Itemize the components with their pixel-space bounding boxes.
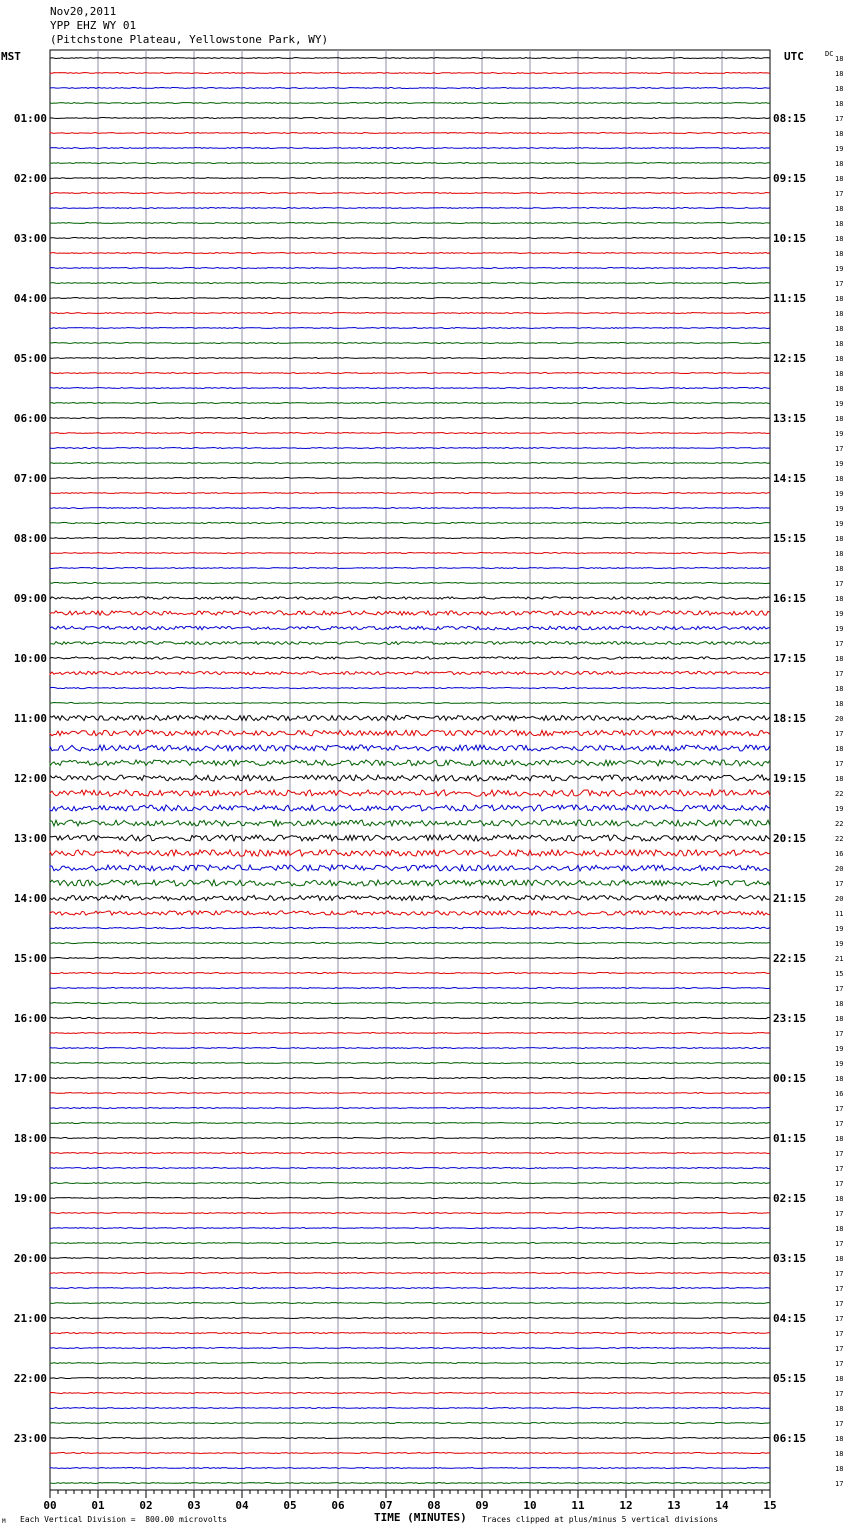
trace-line bbox=[50, 1123, 770, 1124]
dc-value: 17 bbox=[835, 445, 844, 453]
trace-line bbox=[50, 313, 770, 314]
trace-line bbox=[50, 790, 770, 796]
dc-value: 19 bbox=[835, 505, 844, 513]
x-tick-label: 06 bbox=[331, 1499, 345, 1512]
trace-line bbox=[50, 626, 770, 630]
dc-value: 17 bbox=[835, 760, 844, 768]
dc-value: 18 bbox=[835, 1255, 844, 1263]
mst-hour-label: 12:00 bbox=[13, 772, 47, 785]
trace-line bbox=[50, 208, 770, 209]
dc-value: 22 bbox=[835, 835, 844, 843]
utc-hour-label: 14:15 bbox=[773, 472, 807, 485]
dc-value: 22 bbox=[835, 790, 844, 798]
x-tick-label: 03 bbox=[187, 1499, 201, 1512]
trace-line bbox=[50, 1408, 770, 1409]
dc-value: 19 bbox=[835, 805, 844, 813]
date-label: Nov20,2011 bbox=[50, 5, 117, 18]
dc-value: 19 bbox=[835, 925, 844, 933]
utc-hour-label: 06:15 bbox=[773, 1432, 807, 1445]
dc-value: 17 bbox=[835, 985, 844, 993]
utc-hour-label: 00:15 bbox=[773, 1072, 807, 1085]
x-axis-title: TIME (MINUTES) bbox=[374, 1511, 467, 1524]
trace-line bbox=[50, 880, 770, 886]
trace-line bbox=[50, 1183, 770, 1184]
dc-value: 18 bbox=[835, 1075, 844, 1083]
dc-value: 18 bbox=[835, 550, 844, 558]
dc-value: 19 bbox=[835, 1045, 844, 1053]
utc-hour-label: 22:15 bbox=[773, 952, 807, 965]
dc-value: 18 bbox=[835, 595, 844, 603]
trace-line bbox=[50, 328, 770, 329]
dc-value: 18 bbox=[835, 100, 844, 108]
trace-line bbox=[50, 1332, 770, 1333]
mst-hour-label: 03:00 bbox=[13, 232, 47, 245]
trace-line bbox=[50, 223, 770, 224]
dc-value: 18 bbox=[835, 685, 844, 693]
footer-mark: M bbox=[2, 1518, 6, 1525]
dc-value: 18 bbox=[835, 1450, 844, 1458]
trace-line bbox=[50, 865, 770, 871]
trace-line bbox=[50, 163, 770, 164]
trace-line bbox=[50, 418, 770, 419]
location-label: (Pitchstone Plateau, Yellowstone Park, WY) bbox=[50, 33, 329, 46]
dc-value: 18 bbox=[835, 295, 844, 303]
trace-line bbox=[50, 553, 770, 554]
trace-line bbox=[50, 972, 770, 973]
dc-value: 19 bbox=[835, 430, 844, 438]
trace-line bbox=[50, 568, 770, 569]
trace-line bbox=[50, 103, 770, 104]
trace-line bbox=[50, 388, 770, 389]
trace-line bbox=[50, 1198, 770, 1199]
x-tick-label: 13 bbox=[667, 1499, 681, 1512]
dc-value: 20 bbox=[835, 865, 844, 873]
trace-line bbox=[50, 178, 770, 179]
trace-line bbox=[50, 958, 770, 959]
utc-hour-label: 04:15 bbox=[773, 1312, 807, 1325]
dc-value: 21 bbox=[835, 955, 844, 963]
trace-line bbox=[50, 58, 770, 59]
mst-hour-label: 02:00 bbox=[13, 172, 47, 185]
dc-value: 17 bbox=[835, 1105, 844, 1113]
dc-value: 17 bbox=[835, 1300, 844, 1308]
dc-value: 18 bbox=[835, 310, 844, 318]
mst-hour-label: 07:00 bbox=[13, 472, 47, 485]
trace-line bbox=[50, 1453, 770, 1454]
dc-value: 17 bbox=[835, 190, 844, 198]
trace-line bbox=[50, 1243, 770, 1244]
dc-value: 18 bbox=[835, 235, 844, 243]
trace-line bbox=[50, 88, 770, 89]
x-tick-label: 04 bbox=[235, 1499, 249, 1512]
dc-value: 17 bbox=[835, 115, 844, 123]
mst-hour-label: 14:00 bbox=[13, 892, 47, 905]
mst-hour-label: 21:00 bbox=[13, 1312, 47, 1325]
mst-hour-label: 18:00 bbox=[13, 1132, 47, 1145]
mst-hour-label: 01:00 bbox=[13, 112, 47, 125]
trace-line bbox=[50, 433, 770, 434]
utc-axis-label: UTC bbox=[784, 50, 804, 63]
trace-line bbox=[50, 403, 770, 404]
trace-line bbox=[50, 493, 770, 494]
trace-line bbox=[50, 1213, 770, 1214]
utc-hour-label: 11:15 bbox=[773, 292, 807, 305]
clip-note: Traces clipped at plus/minus 5 vertical divisions bbox=[482, 1515, 719, 1524]
trace-line bbox=[50, 850, 770, 856]
dc-value: 19 bbox=[835, 625, 844, 633]
utc-hour-label: 05:15 bbox=[773, 1372, 807, 1385]
dc-value: 17 bbox=[835, 1360, 844, 1368]
dc-value: 18 bbox=[835, 475, 844, 483]
dc-value: 19 bbox=[835, 610, 844, 618]
x-tick-label: 00 bbox=[43, 1499, 57, 1512]
mst-hour-label: 08:00 bbox=[13, 532, 47, 545]
utc-hour-label: 03:15 bbox=[773, 1252, 807, 1265]
trace-line bbox=[50, 895, 770, 900]
dc-value: 16 bbox=[835, 850, 844, 858]
x-tick-label: 08 bbox=[427, 1499, 441, 1512]
station-label: YPP EHZ WY 01 bbox=[50, 19, 137, 32]
utc-hour-label: 10:15 bbox=[773, 232, 807, 245]
dc-value: 17 bbox=[835, 880, 844, 888]
trace-line bbox=[50, 1077, 770, 1078]
trace-line bbox=[50, 1168, 770, 1169]
trace-line bbox=[50, 657, 770, 659]
dc-value: 18 bbox=[835, 745, 844, 753]
dc-value: 17 bbox=[835, 1315, 844, 1323]
trace-line bbox=[50, 1363, 770, 1364]
mst-hour-label: 13:00 bbox=[13, 832, 47, 845]
dc-value: 17 bbox=[835, 580, 844, 588]
utc-hour-label: 02:15 bbox=[773, 1192, 807, 1205]
utc-hour-label: 08:15 bbox=[773, 112, 807, 125]
dc-value: 18 bbox=[835, 1015, 844, 1023]
dc-value: 18 bbox=[835, 160, 844, 168]
dc-value: 18 bbox=[835, 1465, 844, 1473]
trace-line bbox=[50, 448, 770, 449]
x-tick-label: 14 bbox=[715, 1499, 729, 1512]
scale-note: Each Vertical Division = 800.00 microvolts bbox=[20, 1515, 228, 1524]
x-tick-label: 02 bbox=[139, 1499, 153, 1512]
dc-value: 18 bbox=[835, 1375, 844, 1383]
x-tick-label: 09 bbox=[475, 1499, 489, 1512]
trace-line bbox=[50, 1348, 770, 1349]
dc-value: 20 bbox=[835, 715, 844, 723]
dc-value: 17 bbox=[835, 1150, 844, 1158]
trace-line bbox=[50, 1033, 770, 1034]
dc-axis-label: DC bbox=[825, 50, 834, 58]
dc-value: 17 bbox=[835, 1480, 844, 1488]
dc-value: 18 bbox=[835, 1225, 844, 1233]
dc-value: 18 bbox=[835, 85, 844, 93]
trace-line bbox=[50, 1048, 770, 1049]
dc-value: 18 bbox=[835, 1135, 844, 1143]
dc-value: 16 bbox=[835, 1090, 844, 1098]
trace-line bbox=[50, 298, 770, 299]
dc-value: 17 bbox=[835, 730, 844, 738]
trace-line bbox=[50, 1393, 770, 1394]
dc-value: 18 bbox=[835, 55, 844, 63]
dc-value: 19 bbox=[835, 1060, 844, 1068]
trace-line bbox=[50, 911, 770, 915]
dc-value: 17 bbox=[835, 1210, 844, 1218]
trace-line bbox=[50, 508, 770, 509]
trace-line bbox=[50, 1138, 770, 1139]
trace-line bbox=[50, 1273, 770, 1274]
x-tick-label: 07 bbox=[379, 1499, 393, 1512]
mst-hour-label: 17:00 bbox=[13, 1072, 47, 1085]
dc-value: 17 bbox=[835, 1120, 844, 1128]
trace-line bbox=[50, 522, 770, 523]
trace-line bbox=[50, 118, 770, 119]
x-tick-label: 15 bbox=[763, 1499, 777, 1512]
x-tick-label: 10 bbox=[523, 1499, 537, 1512]
trace-line bbox=[50, 988, 770, 989]
mst-hour-label: 20:00 bbox=[13, 1252, 47, 1265]
trace-line bbox=[50, 133, 770, 134]
trace-line bbox=[50, 745, 770, 751]
utc-hour-label: 16:15 bbox=[773, 592, 807, 605]
trace-line bbox=[50, 1288, 770, 1289]
trace-line bbox=[50, 835, 770, 841]
trace-line bbox=[50, 193, 770, 194]
trace-line bbox=[50, 268, 770, 269]
dc-value: 17 bbox=[835, 1345, 844, 1353]
trace-line bbox=[50, 805, 770, 811]
trace-line bbox=[50, 1228, 770, 1229]
trace-line bbox=[50, 687, 770, 688]
dc-value: 18 bbox=[835, 220, 844, 228]
dc-value: 18 bbox=[835, 1405, 844, 1413]
dc-value: 17 bbox=[835, 1240, 844, 1248]
dc-value: 17 bbox=[835, 1165, 844, 1173]
dc-value: 19 bbox=[835, 145, 844, 153]
dc-value: 17 bbox=[835, 1030, 844, 1038]
dc-value: 18 bbox=[835, 775, 844, 783]
mst-hour-label: 23:00 bbox=[13, 1432, 47, 1445]
mst-hour-label: 22:00 bbox=[13, 1372, 47, 1385]
mst-hour-label: 05:00 bbox=[13, 352, 47, 365]
trace-line bbox=[50, 478, 770, 479]
utc-hour-label: 19:15 bbox=[773, 772, 807, 785]
dc-value: 18 bbox=[835, 205, 844, 213]
trace-line bbox=[50, 1318, 770, 1319]
trace-line bbox=[50, 1468, 770, 1469]
dc-value: 17 bbox=[835, 1270, 844, 1278]
dc-value: 17 bbox=[835, 1390, 844, 1398]
trace-line bbox=[50, 463, 770, 464]
trace-line bbox=[50, 942, 770, 943]
dc-value: 17 bbox=[835, 1420, 844, 1428]
trace-line bbox=[50, 1438, 770, 1439]
trace-line bbox=[50, 1003, 770, 1004]
mst-hour-label: 11:00 bbox=[13, 712, 47, 725]
utc-hour-label: 15:15 bbox=[773, 532, 807, 545]
plot-frame bbox=[50, 50, 770, 1490]
mst-hour-label: 06:00 bbox=[13, 412, 47, 425]
dc-value: 18 bbox=[835, 130, 844, 138]
dc-value: 18 bbox=[835, 370, 844, 378]
dc-value: 18 bbox=[835, 1195, 844, 1203]
dc-value: 19 bbox=[835, 940, 844, 948]
trace-line bbox=[50, 583, 770, 584]
trace-line bbox=[50, 1153, 770, 1154]
trace-line bbox=[50, 927, 770, 928]
dc-value: 20 bbox=[835, 895, 844, 903]
trace-line bbox=[50, 611, 770, 615]
trace-line bbox=[50, 715, 770, 720]
trace-line bbox=[50, 373, 770, 374]
dc-value: 18 bbox=[835, 700, 844, 708]
utc-hour-label: 01:15 bbox=[773, 1132, 807, 1145]
trace-line bbox=[50, 1258, 770, 1259]
trace-line bbox=[50, 703, 770, 704]
trace-line bbox=[50, 1063, 770, 1064]
trace-line bbox=[50, 283, 770, 284]
utc-hour-label: 17:15 bbox=[773, 652, 807, 665]
trace-line bbox=[50, 1108, 770, 1109]
dc-value: 17 bbox=[835, 670, 844, 678]
trace-line bbox=[50, 597, 770, 599]
dc-value: 18 bbox=[835, 655, 844, 663]
trace-line bbox=[50, 1017, 770, 1018]
utc-hour-label: 23:15 bbox=[773, 1012, 807, 1025]
utc-hour-label: 20:15 bbox=[773, 832, 807, 845]
trace-line bbox=[50, 1093, 770, 1094]
x-tick-label: 01 bbox=[91, 1499, 105, 1512]
mst-hour-label: 09:00 bbox=[13, 592, 47, 605]
dc-value: 18 bbox=[835, 415, 844, 423]
dc-value: 18 bbox=[835, 535, 844, 543]
dc-value: 19 bbox=[835, 520, 844, 528]
dc-value: 18 bbox=[835, 355, 844, 363]
dc-value: 18 bbox=[835, 565, 844, 573]
mst-hour-label: 04:00 bbox=[13, 292, 47, 305]
trace-line bbox=[50, 760, 770, 766]
dc-value: 11 bbox=[835, 910, 844, 918]
dc-value: 18 bbox=[835, 175, 844, 183]
dc-value: 18 bbox=[835, 70, 844, 78]
dc-value: 18 bbox=[835, 1000, 844, 1008]
trace-line bbox=[50, 73, 770, 74]
mst-hour-label: 10:00 bbox=[13, 652, 47, 665]
trace-line bbox=[50, 820, 770, 826]
trace-line bbox=[50, 1483, 770, 1484]
trace-line bbox=[50, 253, 770, 254]
x-tick-label: 12 bbox=[619, 1499, 633, 1512]
x-tick-label: 11 bbox=[571, 1499, 585, 1512]
trace-line bbox=[50, 1378, 770, 1379]
dc-value: 18 bbox=[835, 325, 844, 333]
utc-hour-label: 21:15 bbox=[773, 892, 807, 905]
dc-value: 18 bbox=[835, 1435, 844, 1443]
dc-value: 18 bbox=[835, 250, 844, 258]
x-tick-label: 05 bbox=[283, 1499, 297, 1512]
dc-value: 18 bbox=[835, 340, 844, 348]
dc-value: 15 bbox=[835, 970, 844, 978]
trace-line bbox=[50, 1423, 770, 1424]
dc-value: 19 bbox=[835, 490, 844, 498]
mst-hour-label: 16:00 bbox=[13, 1012, 47, 1025]
dc-value: 18 bbox=[835, 385, 844, 393]
dc-value: 22 bbox=[835, 820, 844, 828]
mst-axis-label: MST bbox=[1, 50, 21, 63]
utc-hour-label: 13:15 bbox=[773, 412, 807, 425]
utc-hour-label: 18:15 bbox=[773, 712, 807, 725]
dc-value: 17 bbox=[835, 280, 844, 288]
trace-line bbox=[50, 238, 770, 239]
trace-line bbox=[50, 730, 770, 736]
utc-hour-label: 09:15 bbox=[773, 172, 807, 185]
dc-value: 17 bbox=[835, 1330, 844, 1338]
dc-value: 19 bbox=[835, 460, 844, 468]
utc-hour-label: 12:15 bbox=[773, 352, 807, 365]
trace-line bbox=[50, 358, 770, 359]
trace-line bbox=[50, 148, 770, 149]
dc-value: 17 bbox=[835, 1285, 844, 1293]
dc-value: 19 bbox=[835, 265, 844, 273]
dc-value: 19 bbox=[835, 400, 844, 408]
mst-hour-label: 19:00 bbox=[13, 1192, 47, 1205]
trace-line bbox=[50, 775, 770, 781]
trace-line bbox=[50, 642, 770, 645]
trace-line bbox=[50, 538, 770, 539]
trace-line bbox=[50, 343, 770, 344]
dc-value: 17 bbox=[835, 1180, 844, 1188]
mst-hour-label: 15:00 bbox=[13, 952, 47, 965]
trace-line bbox=[50, 671, 770, 674]
dc-value: 17 bbox=[835, 640, 844, 648]
trace-line bbox=[50, 1303, 770, 1304]
